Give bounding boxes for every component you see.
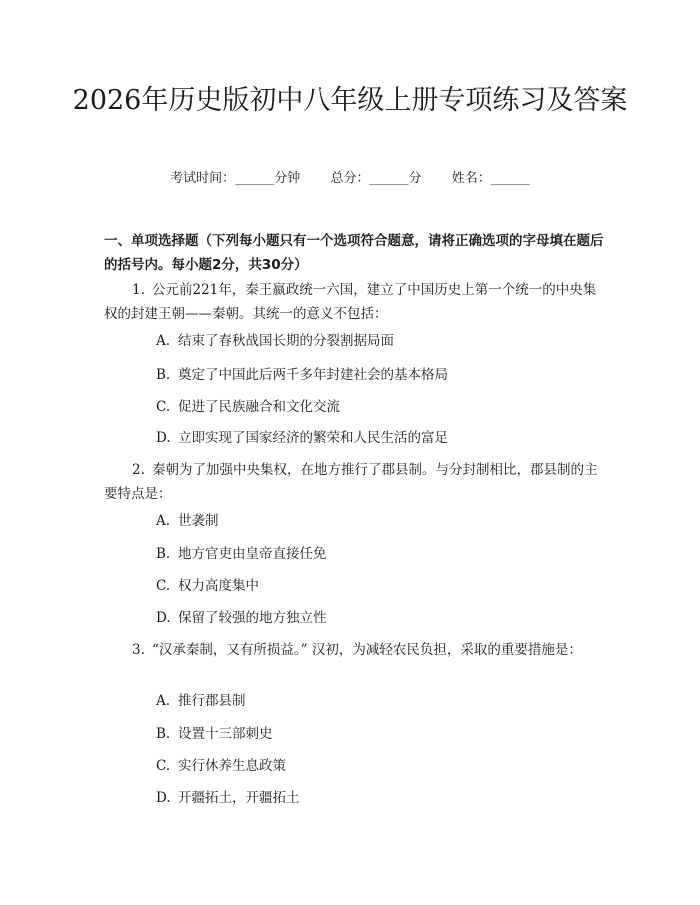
score-unit: 分 xyxy=(408,171,422,186)
score-label: 总分： xyxy=(330,171,370,186)
option-text: 立即实现了国家经济的繁荣和人民生活的富足 xyxy=(178,430,448,446)
option-a xyxy=(156,511,219,531)
section-heading: 一、单项选择题（下列每小题只有一个选项符合题意，请将正确选项的字母填在题后的括号内。每小题2分，共30分） xyxy=(104,233,604,273)
option-d xyxy=(156,788,300,808)
option-c xyxy=(156,576,259,596)
option-text: 保留了较强的地方独立性 xyxy=(178,610,327,626)
option-letter: C. xyxy=(156,578,171,594)
option-letter: D. xyxy=(156,430,171,446)
option-letter: B. xyxy=(156,546,171,562)
question-text: “汉承秦制，又有所损益。” 汉初，为减轻农民负担，采取的重要措施是： xyxy=(152,642,582,658)
option-c xyxy=(156,397,340,417)
option-a xyxy=(156,331,394,351)
score-blank: ______ xyxy=(369,171,409,186)
time-blank: ______ xyxy=(235,171,275,186)
option-text: 设置十三部刺史 xyxy=(178,726,273,742)
time-label: 考试时间： xyxy=(170,171,236,186)
option-b xyxy=(156,365,448,385)
option-letter: C. xyxy=(156,758,171,774)
name-label: 姓名： xyxy=(451,171,491,186)
document-title: 2026年历史版初中八年级上册专项练习及答案 xyxy=(72,85,628,116)
option-c xyxy=(156,756,286,776)
option-letter: A. xyxy=(156,693,171,709)
option-text: 地方官吏由皇帝直接任免 xyxy=(178,546,327,562)
option-letter: A. xyxy=(156,513,171,529)
time-unit: 分钟 xyxy=(274,171,301,186)
option-text: 世袭制 xyxy=(178,513,219,529)
option-d xyxy=(156,428,448,448)
option-b xyxy=(156,724,273,744)
option-text: 结束了春秋战国长期的分裂割据局面 xyxy=(178,333,394,349)
option-d xyxy=(156,608,327,628)
option-text: 实行休养生息政策 xyxy=(178,758,286,774)
option-text: 推行郡县制 xyxy=(178,693,246,709)
option-a xyxy=(156,691,246,711)
option-letter: A. xyxy=(156,333,171,349)
option-text: 促进了民族融合和文化交流 xyxy=(178,399,340,415)
question-text: 秦朝为了加强中央集权，在地方推行了郡县制。与分封制相比，郡县制的主要特点是： xyxy=(104,462,598,502)
question-number: 1. xyxy=(132,282,145,298)
question-number: 2. xyxy=(132,462,145,478)
name-blank: ______ xyxy=(490,171,530,186)
option-letter: B. xyxy=(156,726,171,742)
option-letter: D. xyxy=(156,610,171,626)
option-text: 权力高度集中 xyxy=(178,578,259,594)
question-3-stem xyxy=(104,638,604,662)
exam-info-row xyxy=(0,170,700,188)
option-text: 奠定了中国此后两千多年封建社会的基本格局 xyxy=(178,367,448,383)
option-text: 开疆拓土，开疆拓土 xyxy=(178,790,300,806)
option-letter: D. xyxy=(156,790,171,806)
option-letter: B. xyxy=(156,367,171,383)
question-2-stem xyxy=(104,458,604,506)
option-b xyxy=(156,544,327,564)
option-letter: C. xyxy=(156,399,171,415)
question-number: 3. xyxy=(132,642,145,658)
question-text: 公元前221年，秦王嬴政统一六国，建立了中国历史上第一个统一的中央集权的封建王朝——秦朝。其统一的意义不包括： xyxy=(104,282,597,322)
question-1-stem xyxy=(104,278,604,326)
